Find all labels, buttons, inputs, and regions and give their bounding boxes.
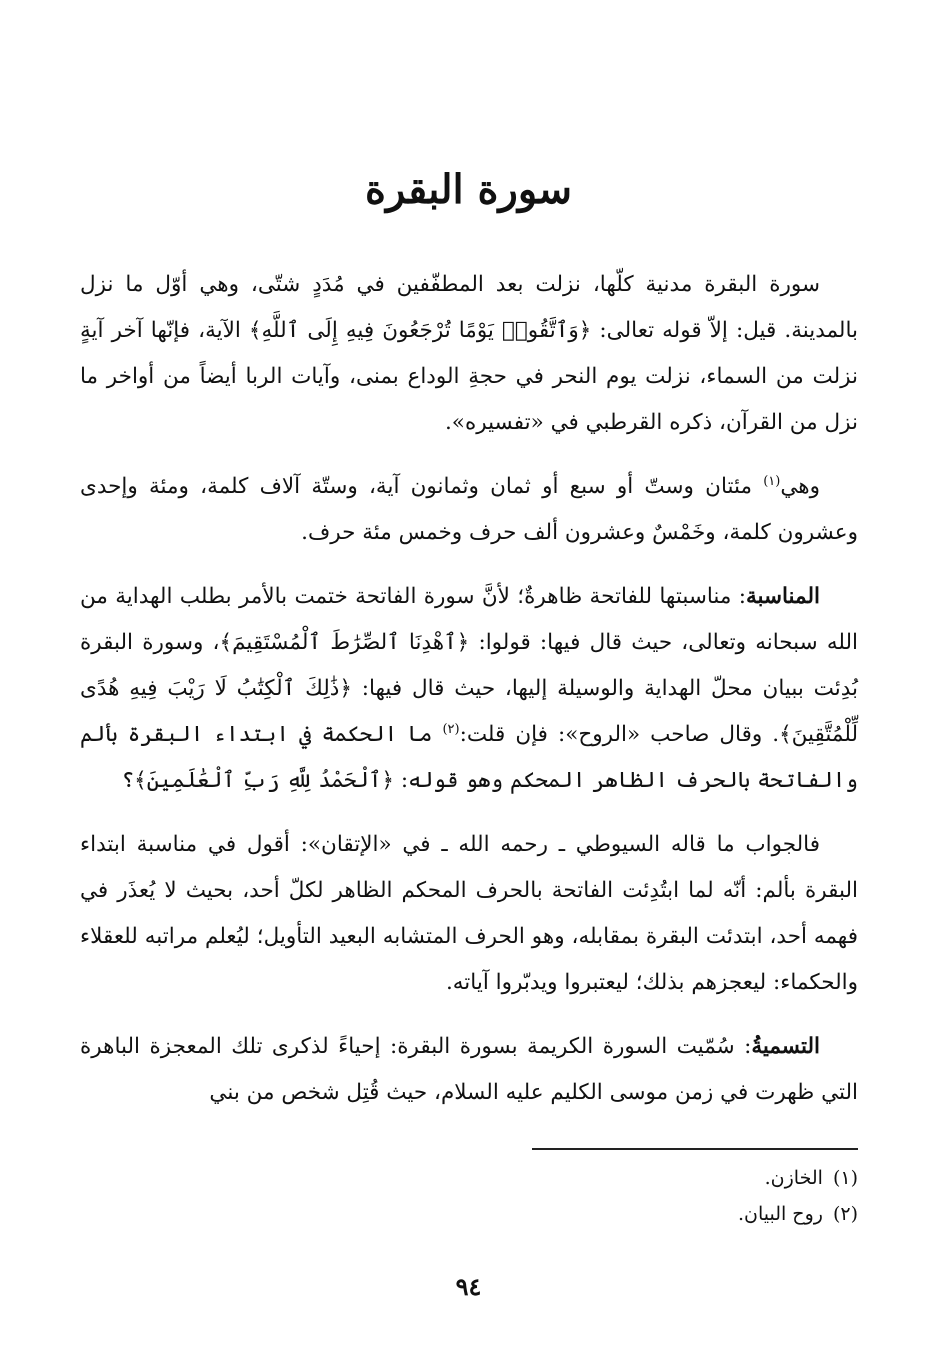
paragraph-counts-start: وهي	[780, 474, 820, 499]
paragraph-intro: سورة البقرة مدنية كلّها، نزلت بعد المطفّفين في مُدَدٍ شتّى، وهي أوّل ما نزل بالمدينة. قيل: إلاّ قوله تعالى: ﴿وَٱتَّقُوا۟ يَوْمًا تُرْجَعُونَ فِيهِ إِلَى ٱللَّهِ﴾ الآية، فإنّها آخر آيةٍ نزلت من السماء، نزلت يوم النحر في حجةِ الوداع بمنى، وآيات الربا أيضاً من أواخر ما نزل من القرآن، ذكره القرطبي في «تفسيره».	[80, 272, 858, 435]
footnote-text: روح البيان.	[737, 1203, 823, 1225]
page-title: سورة البقرة	[364, 166, 572, 213]
naming-text: : سُمّيت السورة الكريمة بسورة البقرة: إحياءً لذكرى تلك المعجزة الباهرة التي ظهرت في زمن موسى الكليم عليه السلام، حيث قُتِل شخص من بني	[80, 1034, 858, 1105]
naming-label: التسميةُ	[751, 1034, 820, 1059]
footnote-2	[300, 1196, 858, 1232]
relevance-label: المناسبة	[745, 584, 820, 609]
paragraph-answer: فالجواب ما قاله السيوطي ـ رحمه الله ـ في «الإتقان»: أقول في مناسبة ابتداء البقرة بألم: أنّه لما ابتُدِئت الفاتحة بالحرف المحكم الظاهر لكلّ أحد، بحيث لا يُعذَر في فهمه أحد، ابتدئت البقرة بمقابله، وهو الحرف المتشابه البعيد التأويل؛ ليُعلم مراتبه للعقلاء والحكماء: ليعجزهم بذلك؛ ليعتبروا ويدبّروا آياته.	[80, 832, 858, 995]
main-text	[80, 262, 858, 1130]
paragraph-relevance	[80, 574, 858, 804]
paragraph-naming	[80, 1024, 858, 1116]
footnotes	[300, 1160, 858, 1232]
relevance-text-start: : مناسبتها للفاتحة ظاهرةٌ؛ لأنَّ سورة الفاتحة ختمت بالأمر بطلب الهداية من الله سبحانه وتعالى، حيث قال فيها: قولوا: ﴿ٱهْدِنَا ٱلصِّرَٰطَ ٱلْمُسْتَقِيمَ﴾، وسورة البقرة بُدِئت ببيان محلّ الهداية والوسيلة إليها، حيث قال فيها: ﴿ذَٰلِكَ ٱلْكِتَٰبُ لَا رَيْبَ فِيهِ هُدًى لِّلْمُتَّقِينَ﴾. وقال صاحب «الروح»: فإن قلت:	[80, 584, 859, 747]
footnote-number: (٢)	[832, 1203, 858, 1225]
footnote-ref-1: (١)	[763, 473, 781, 489]
footnote-divider	[532, 1148, 858, 1150]
footnote-1	[300, 1160, 858, 1196]
footnote-number: (١)	[832, 1167, 858, 1189]
paragraph-counts-rest: مئتان وستّ أو سبع أو ثمان وثمانون آية، وستّة آلاف كلمة، ومئة وإحدى وعشرون كلمة، وخَمْسٌ وعشرون ألف حرف وخمس مئة حرف.	[80, 474, 858, 545]
paragraph-counts	[80, 464, 858, 556]
footnote-text: الخازن.	[764, 1167, 823, 1189]
page-number: ٩٤	[455, 1272, 482, 1301]
footnote-ref-2: (٢)	[442, 721, 460, 737]
relevance-text-end: ما الحكمة في ابتداء البقرة بألم والفاتحة بالحرف الظاهر المحكم وهو قوله: ﴿ٱلْحَمْدُ لِلَّهِ رَبِّ ٱلْعَٰلَمِينَ﴾؟	[80, 722, 858, 793]
